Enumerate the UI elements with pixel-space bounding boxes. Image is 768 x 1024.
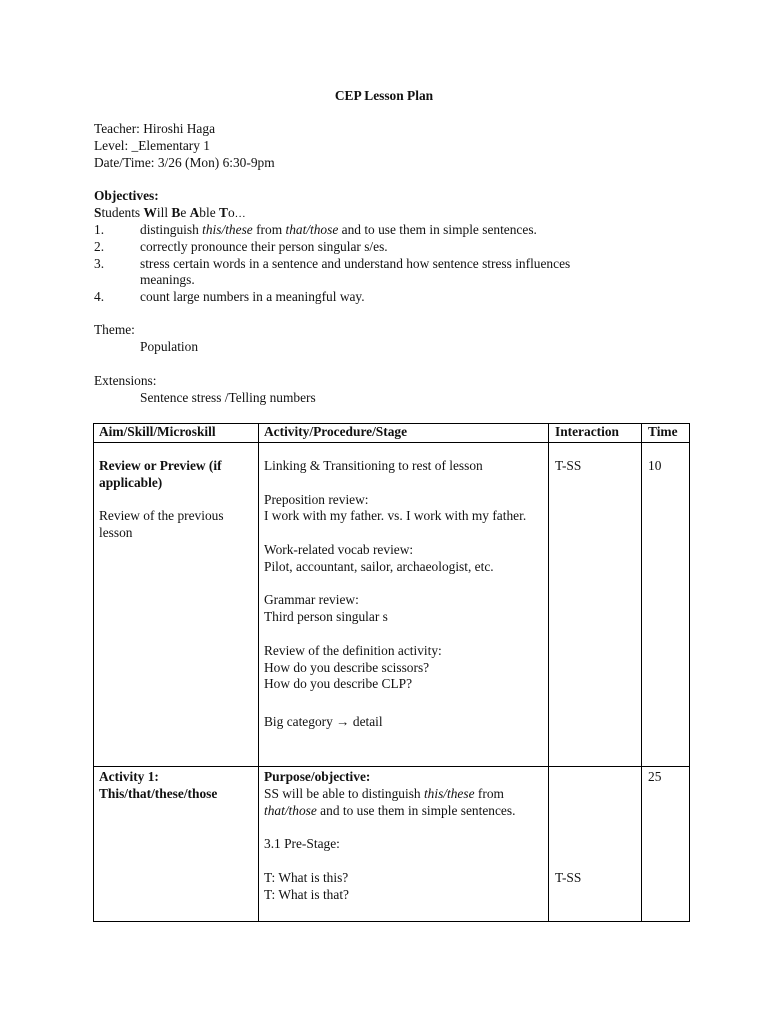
row1-big-category: Big category → detail (264, 713, 383, 729)
objective-1-mid: from (252, 222, 286, 237)
objective-4-text: count large numbers in a meaningful way. (140, 289, 365, 304)
objective-1-pre: distinguish (140, 222, 203, 237)
swbat-a: A (189, 205, 200, 220)
swbat-w: W (143, 205, 157, 220)
row2-q2: T: What is that? (264, 886, 349, 902)
row2-purpose-italic-1: this/these (423, 785, 475, 801)
swbat-line (94, 205, 247, 222)
row2-prestage: 3.1 Pre-Stage: (264, 836, 340, 852)
table-left-border (93, 423, 94, 922)
table-header-border (93, 442, 690, 443)
swbat-ble: ble (199, 205, 220, 220)
row2-purpose-mid: from (474, 785, 504, 801)
lesson-table (93, 423, 690, 922)
row1-vocab-text: Pilot, accountant, sailor, archaeologist, etc. (264, 558, 494, 574)
row2-time: 25 (648, 769, 662, 784)
extensions-value: Sentence stress /Telling numbers (140, 390, 316, 405)
row1-vocab-head: Work-related vocab review: (264, 541, 414, 557)
theme-heading: Theme: (94, 322, 135, 337)
objective-3-number: 3. (94, 256, 105, 271)
swbat-o: o (227, 205, 235, 220)
objective-1-post: and to use them in simple sentences. (338, 222, 537, 237)
row1-aim-desc: Review of the previous lesson (99, 508, 224, 540)
row2-q1: T: What is this? (264, 869, 349, 885)
row1-linking: Linking & Transitioning to rest of lesson (264, 458, 483, 473)
row1-def-head: Review of the definition activity: (264, 642, 442, 658)
row2-purpose-head: Purpose/objective: (264, 769, 371, 784)
swbat-b: B (171, 205, 181, 220)
objective-3-continuation: meanings. (140, 272, 195, 287)
row2-purpose-pre: SS will be able to distinguish (264, 785, 424, 801)
row2-purpose-post: and to use them in simple sentences. (316, 802, 516, 818)
swbat-t: T (219, 205, 228, 220)
row1-def-q2: How do you describe CLP? (264, 676, 413, 692)
row1-interaction: T-SS (555, 458, 582, 473)
objective-1-number: 1. (94, 222, 105, 237)
header-activity: Activity/Procedure/Stage (264, 424, 408, 439)
objective-1-italic-1: this/these (202, 222, 253, 237)
row2-purpose-italic-2: that/those (264, 802, 317, 818)
row1-aim-title: Review or Preview (if applicable) (99, 458, 222, 490)
table-col-divider-1 (258, 423, 259, 922)
objective-4-number: 4. (94, 289, 105, 304)
datetime-line: Date/Time: 3/26 (Mon) 6:30-9pm (94, 155, 275, 170)
objectives-heading: Objectives: (94, 188, 159, 203)
row2-activity (264, 769, 544, 903)
row1-grammar-head: Grammar review: (264, 592, 359, 608)
row1-prep-head: Preposition review: (264, 491, 369, 507)
table-right-border (689, 423, 690, 922)
row2-aim-title (99, 769, 251, 803)
document-title: CEP Lesson Plan (334, 88, 434, 103)
swbat-s: S (94, 205, 102, 220)
table-col-divider-2 (548, 423, 549, 922)
row2-purpose-text (264, 786, 544, 820)
table-col-divider-3 (641, 423, 642, 922)
header-aim: Aim/Skill/Microskill (99, 424, 216, 439)
swbat-dots: … (234, 208, 247, 220)
header-time: Time (648, 424, 678, 439)
table-bottom-border (93, 921, 690, 922)
objective-1-italic-2: that/those (285, 222, 339, 237)
row1-time: 10 (648, 458, 662, 473)
row1-activity (264, 458, 544, 731)
extensions-heading: Extensions: (94, 373, 157, 388)
level-line: Level: _Elementary 1 (94, 138, 211, 153)
row1-grammar-text: Third person singular s (264, 609, 388, 625)
swbat-ill: ill (156, 205, 172, 220)
objective-2-number: 2. (94, 239, 105, 254)
swbat-e: e (180, 205, 190, 220)
row2-aim-title-line2: This/that/these/those (99, 785, 218, 801)
row1-prep-text: I work with my father. vs. I work with my father. (264, 508, 527, 524)
row2-aim-title-line1: Activity 1: (99, 769, 159, 784)
row2-interaction: T-SS (555, 870, 582, 885)
objective-2-text: correctly pronounce their person singular s/es. (140, 239, 388, 254)
header-interaction: Interaction (555, 424, 619, 439)
swbat-tudents: tudents (101, 205, 144, 220)
objective-1-text (140, 222, 680, 238)
teacher-line: Teacher: Hiroshi Haga (94, 121, 216, 136)
table-row-border (93, 766, 690, 767)
row1-def-q1: How do you describe scissors? (264, 659, 430, 675)
objective-3-text: stress certain words in a sentence and understand how sentence stress influences (140, 256, 571, 271)
theme-value: Population (140, 339, 199, 354)
